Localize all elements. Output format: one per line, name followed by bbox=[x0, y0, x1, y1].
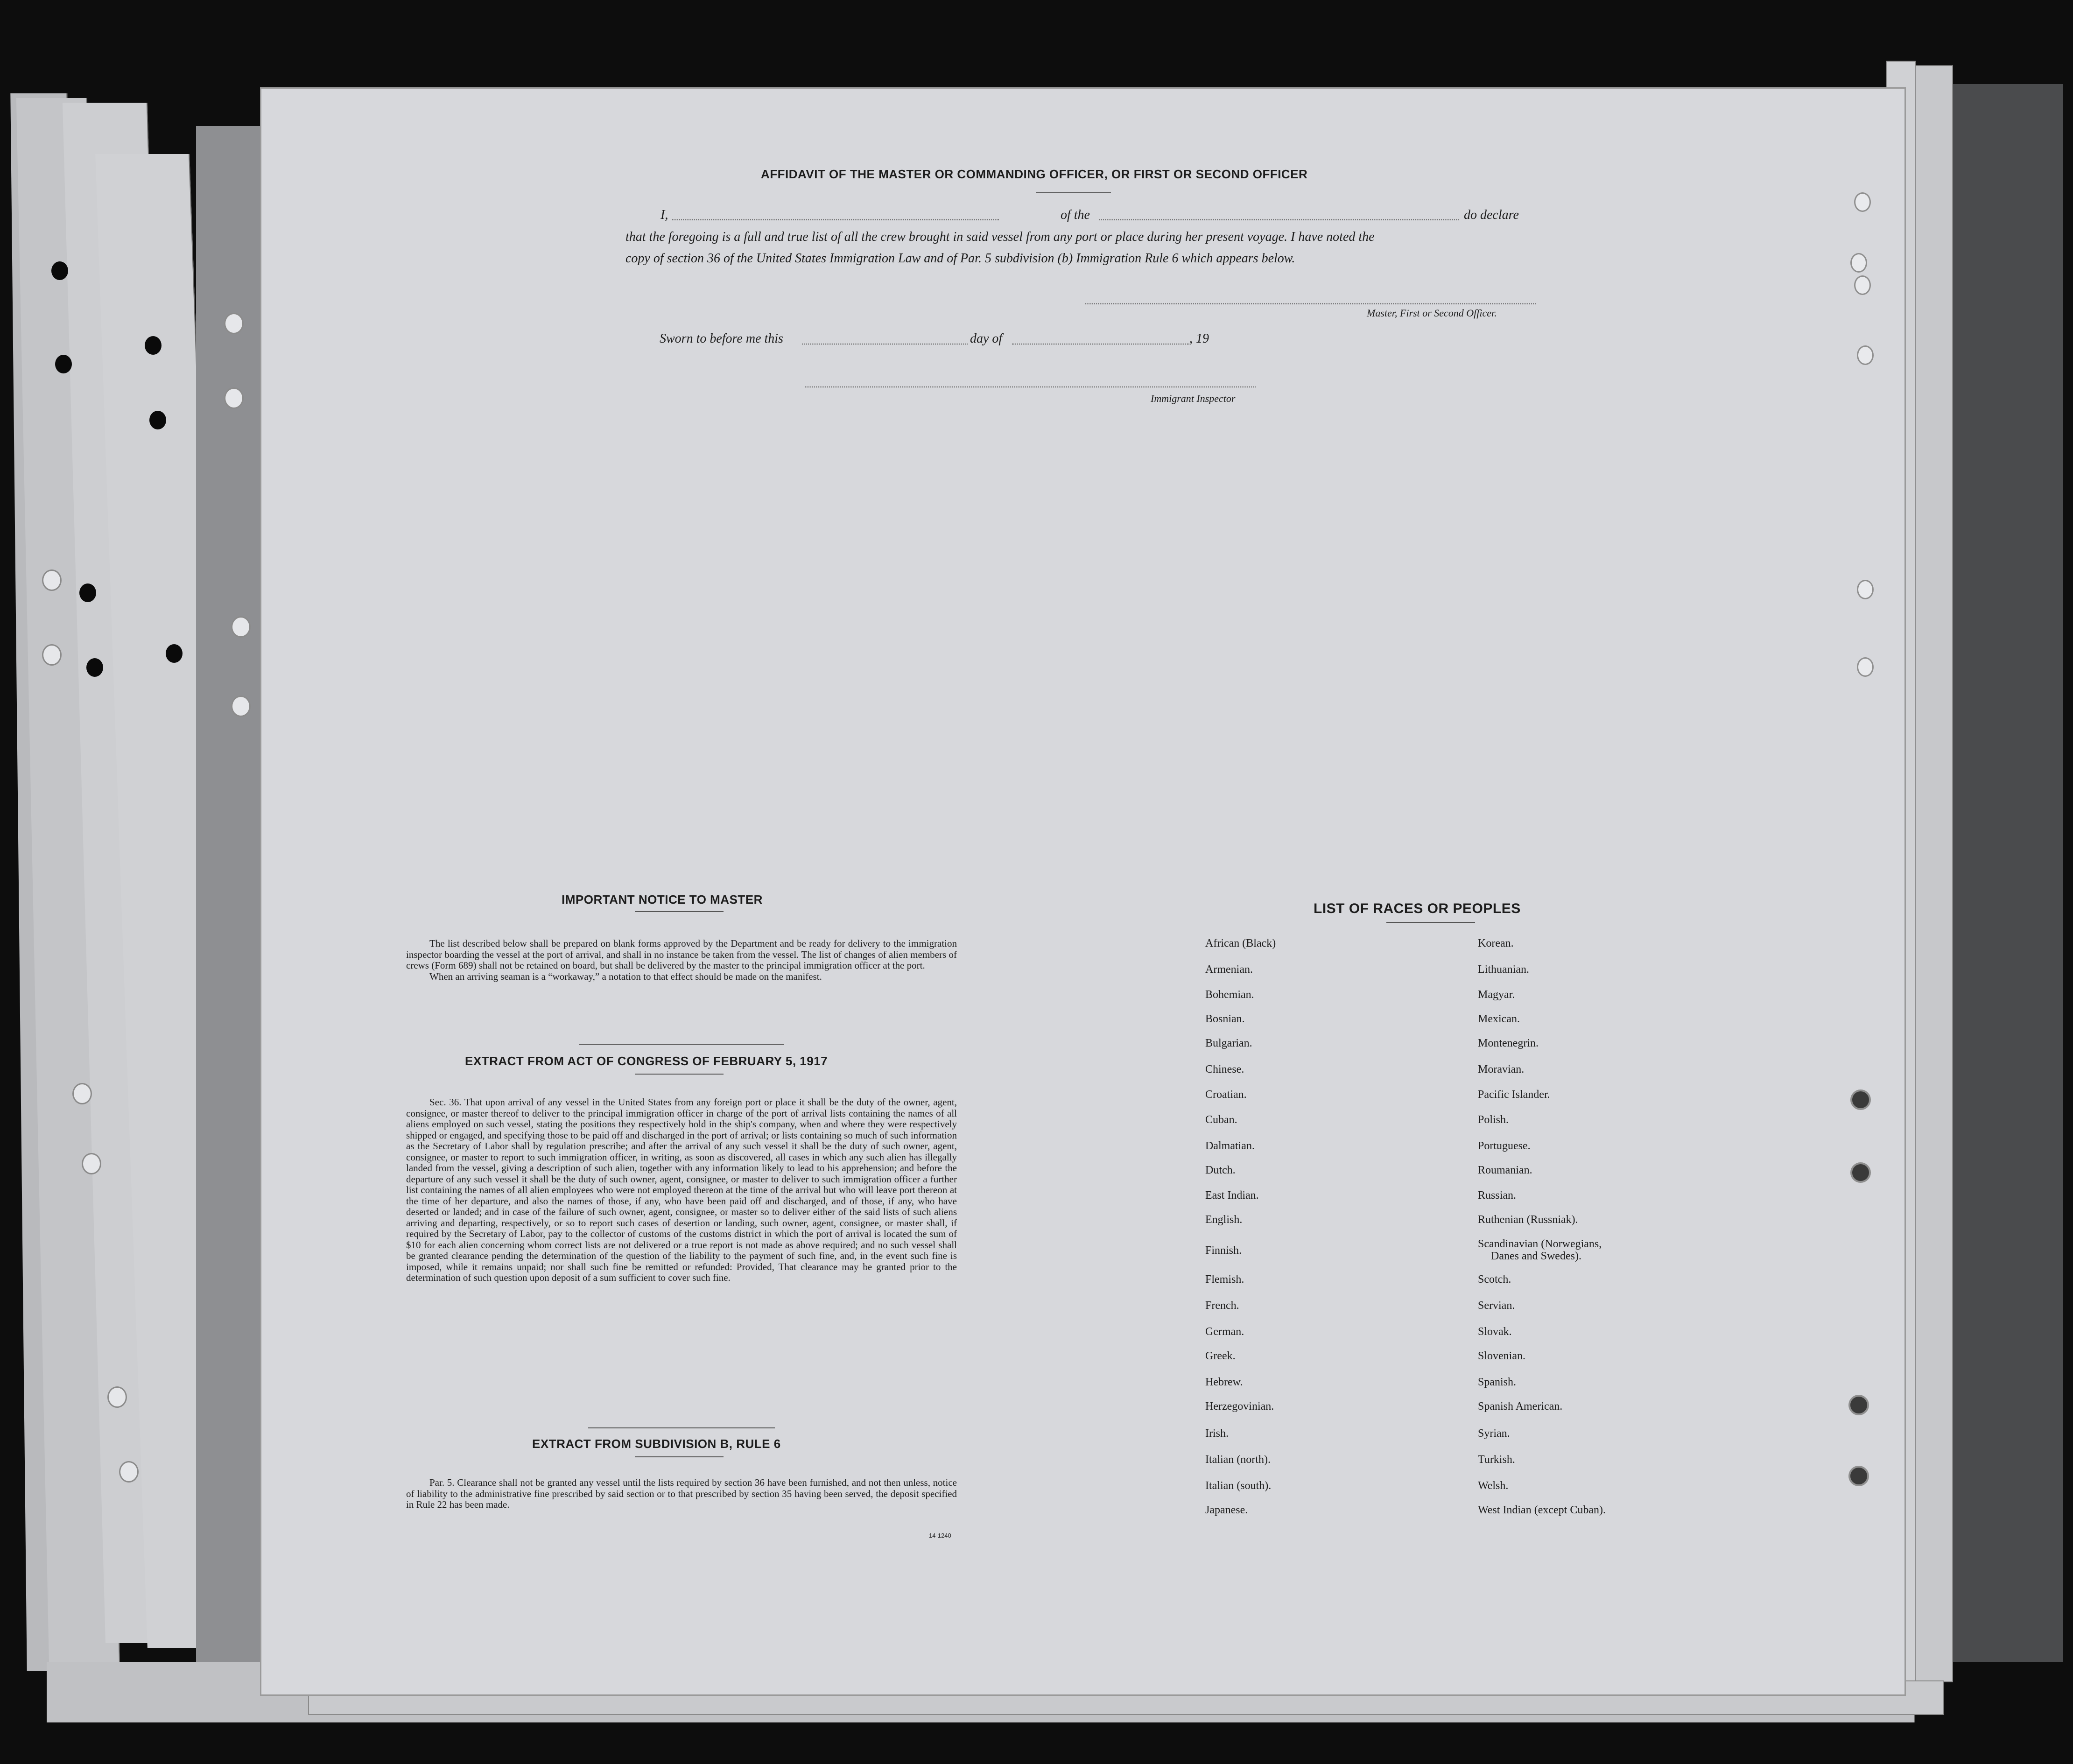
race-item: Bosnian. bbox=[1205, 1013, 1245, 1025]
race-item: Italian (south). bbox=[1205, 1480, 1272, 1492]
punch-hole bbox=[119, 1461, 139, 1483]
race-item: Japanese. bbox=[1205, 1504, 1248, 1516]
master-caption: Master, First or Second Officer. bbox=[1367, 307, 1497, 319]
affidavit-line-i: I, bbox=[661, 208, 668, 222]
race-item: English. bbox=[1205, 1214, 1243, 1226]
race-item-continued: Danes and Swedes). bbox=[1491, 1250, 1581, 1262]
race-item: African (Black) bbox=[1205, 937, 1276, 949]
race-item: Slovak. bbox=[1478, 1326, 1512, 1338]
race-item: Pacific Islander. bbox=[1478, 1089, 1550, 1101]
race-item: Slovenian. bbox=[1478, 1350, 1525, 1362]
day-of-label: day of bbox=[970, 331, 1003, 346]
punch-hole bbox=[231, 616, 251, 638]
race-item: Hebrew. bbox=[1205, 1376, 1243, 1388]
race-item: Scandinavian (Norwegians, bbox=[1478, 1238, 1602, 1250]
punch-hole bbox=[107, 1386, 127, 1408]
notice-title: IMPORTANT NOTICE TO MASTER bbox=[562, 893, 763, 907]
binder-ring bbox=[1848, 1466, 1869, 1486]
race-item: Lithuanian. bbox=[1478, 963, 1529, 976]
vessel-name-field[interactable] bbox=[1099, 219, 1459, 220]
race-item: Scotch. bbox=[1478, 1273, 1511, 1286]
notice-paragraph bbox=[406, 938, 957, 982]
race-item: Ruthenian (Russniak). bbox=[1478, 1214, 1578, 1226]
race-item: Herzegovinian. bbox=[1205, 1400, 1274, 1413]
extract-act-title: EXTRACT FROM ACT OF CONGRESS OF FEBRUARY 5, 1917 bbox=[465, 1054, 828, 1068]
form-code: 14-1240 bbox=[929, 1532, 951, 1539]
binder-hole bbox=[1857, 657, 1874, 677]
race-item: Greek. bbox=[1205, 1350, 1236, 1362]
divider bbox=[588, 1427, 775, 1428]
race-item: Portuguese. bbox=[1478, 1140, 1531, 1152]
race-item: Chinese. bbox=[1205, 1063, 1244, 1075]
punch-hole bbox=[145, 336, 162, 355]
extract-rule-title: EXTRACT FROM SUBDIVISION B, RULE 6 bbox=[532, 1437, 781, 1451]
punch-hole bbox=[224, 313, 244, 334]
binder-strip bbox=[196, 126, 262, 1666]
punch-hole bbox=[166, 644, 183, 663]
affidavit-title: AFFIDAVIT OF THE MASTER OR COMMANDING OFFICER, OR FIRST OR SECOND OFFICER bbox=[761, 167, 1308, 181]
punch-hole bbox=[79, 583, 96, 602]
punch-hole bbox=[42, 644, 62, 666]
race-item: Croatian. bbox=[1205, 1089, 1247, 1101]
race-item: Spanish American. bbox=[1478, 1400, 1563, 1413]
section-36-text: Sec. 36. That upon arrival of any vessel in the United States from any foreign port or place it shall be the duty of the owner, agent, consignee, or master thereof to deliver to the principal immigration officer in charge of the port of arrival lists containing the names of all aliens employed on such vessel, stating the positions they respectively hold in the ship's company, when and where they were respectively shipped or engaged, and specifying those to be paid off and discharged in the port of arrival; or lists containing so much of such information as the Secretary of Labor shall by regulation prescribe; and after the arrival of any such vessel it shall be the duty of such owner, agent, consignee, or master to report to such immigration officer, in writing, as soon as discovered, all cases in which any such alien has illegally landed from the vessel, giving a description of such alien, together with any information likely to lead to his apprehension; and before the departure of any such vessel it shall be the duty of such owner, agent, consignee, or master to deliver to such immigration officer a further list containing the names of all alien employees who were not employed thereon at the time of the arrival but who will leave port thereon at the time of her departure, and also the names of those, if any, who have been paid off and discharged, and of those, if any, who have deserted or landed; and in case of the failure of such owner, agent, consignee, or master so to deliver either of the said lists of such aliens arriving and departing, respectively, or so to report such cases of desertion or landing, such owner, agent, consignee, or master shall, if required by the Secretary of Labor, pay to the collector of customs of the customs district in which the port of arrival is located the sum of $10 for each alien concerning whom correct lists are not delivered or a true report is not made as above required; and no such vessel shall be granted clearance pending the determination of the question of the liability to the payment of such fine, and, in the event such fine is imposed, while it remains unpaid; nor shall such fine be remitted or refunded: Provided, That clearance may be granted prior to the determination of such question upon deposit of a sum sufficient to cover such fine. bbox=[406, 1096, 957, 1283]
races-title: LIST OF RACES OR PEOPLES bbox=[1314, 901, 1521, 916]
race-item: Dutch. bbox=[1205, 1164, 1236, 1176]
affidavit-line-3: copy of section 36 of the United States Immigration Law and of Par. 5 subdivision (b) Immigration Rule 6 which appears below. bbox=[625, 251, 1295, 266]
master-signature-field[interactable] bbox=[1085, 303, 1536, 304]
binder-hole bbox=[1850, 253, 1867, 273]
race-item: German. bbox=[1205, 1326, 1244, 1338]
race-item: Russian. bbox=[1478, 1189, 1517, 1202]
race-item: West Indian (except Cuban). bbox=[1478, 1504, 1606, 1516]
divider bbox=[1386, 922, 1475, 923]
divider bbox=[579, 1044, 784, 1045]
punch-hole bbox=[42, 569, 62, 591]
notice-p1: The list described below shall be prepared on blank forms approved by the Department and be ready for delivery to the immigration inspector boarding the vessel at the port of arrival, and shall in no instance be taken from the vessel. The list of changes of alien members of crews (Form 689) shall not be retained on board, but shall be delivered by the master to the principal immigration officer at the port. bbox=[406, 938, 957, 971]
binder-hole bbox=[1857, 580, 1874, 599]
notice-p2: When an arriving seaman is a “workaway,” a notation to that effect should be made on the manifest. bbox=[429, 970, 822, 982]
affidavit-line-2: that the foregoing is a full and true list of all the crew brought in said vessel from any port or place during her present voyage. I have noted the bbox=[625, 230, 1375, 244]
punch-hole bbox=[149, 411, 166, 429]
race-item: Bohemian. bbox=[1205, 989, 1254, 1001]
race-item: Korean. bbox=[1478, 937, 1514, 949]
race-item: Turkish. bbox=[1478, 1454, 1515, 1466]
divider bbox=[635, 1456, 724, 1457]
punch-hole bbox=[72, 1083, 92, 1104]
race-item: Polish. bbox=[1478, 1114, 1509, 1126]
binder-hole bbox=[1854, 192, 1871, 212]
punch-hole bbox=[82, 1153, 101, 1174]
punch-hole bbox=[224, 387, 244, 409]
race-item: Servian. bbox=[1478, 1300, 1515, 1312]
master-name-field[interactable] bbox=[672, 219, 999, 220]
race-item: Italian (north). bbox=[1205, 1454, 1271, 1466]
race-item: Armenian. bbox=[1205, 963, 1253, 976]
race-item: Welsh. bbox=[1478, 1480, 1509, 1492]
punch-hole bbox=[231, 696, 251, 717]
race-item: Dalmatian. bbox=[1205, 1140, 1255, 1152]
binder-hole bbox=[1857, 345, 1874, 365]
binder-hole bbox=[1854, 275, 1871, 295]
divider bbox=[635, 911, 724, 912]
manifest-form-page bbox=[261, 89, 1904, 1694]
year-label: , 19 bbox=[1189, 331, 1209, 346]
race-item: Irish. bbox=[1205, 1427, 1229, 1440]
race-item: Syrian. bbox=[1478, 1427, 1510, 1440]
race-item: Mexican. bbox=[1478, 1013, 1520, 1025]
race-item: Moravian. bbox=[1478, 1063, 1525, 1075]
race-item: Roumanian. bbox=[1478, 1164, 1532, 1176]
binder-ring bbox=[1850, 1089, 1871, 1110]
rule-6-text: Par. 5. Clearance shall not be granted any vessel until the lists required by section 36 have been furnished, and not then unless, notice of liability to the administrative fine prescribed by said section or to that prescribed by section 35 having been served, the deposit specified in Rule 22 has been made. bbox=[406, 1477, 957, 1510]
race-item: Cuban. bbox=[1205, 1114, 1237, 1126]
punch-hole bbox=[55, 355, 72, 373]
race-item: East Indian. bbox=[1205, 1189, 1259, 1202]
binder-ring bbox=[1848, 1395, 1869, 1415]
inspector-caption: Immigrant Inspector bbox=[1151, 393, 1236, 404]
divider bbox=[635, 1074, 724, 1075]
race-item: Spanish. bbox=[1478, 1376, 1517, 1388]
race-item: Flemish. bbox=[1205, 1273, 1244, 1286]
sworn-label: Sworn to before me this bbox=[660, 331, 783, 346]
affidavit-declare: do declare bbox=[1464, 208, 1519, 222]
race-item: Magyar. bbox=[1478, 989, 1515, 1001]
divider bbox=[1036, 192, 1111, 193]
punch-hole bbox=[51, 261, 68, 280]
binder-ring bbox=[1850, 1162, 1871, 1183]
race-item: Bulgarian. bbox=[1205, 1037, 1252, 1049]
race-item: French. bbox=[1205, 1300, 1239, 1312]
race-item: Montenegrin. bbox=[1478, 1037, 1539, 1049]
affidavit-of-the: of the bbox=[1061, 208, 1090, 222]
race-item: Finnish. bbox=[1205, 1244, 1242, 1257]
punch-hole bbox=[86, 658, 103, 677]
